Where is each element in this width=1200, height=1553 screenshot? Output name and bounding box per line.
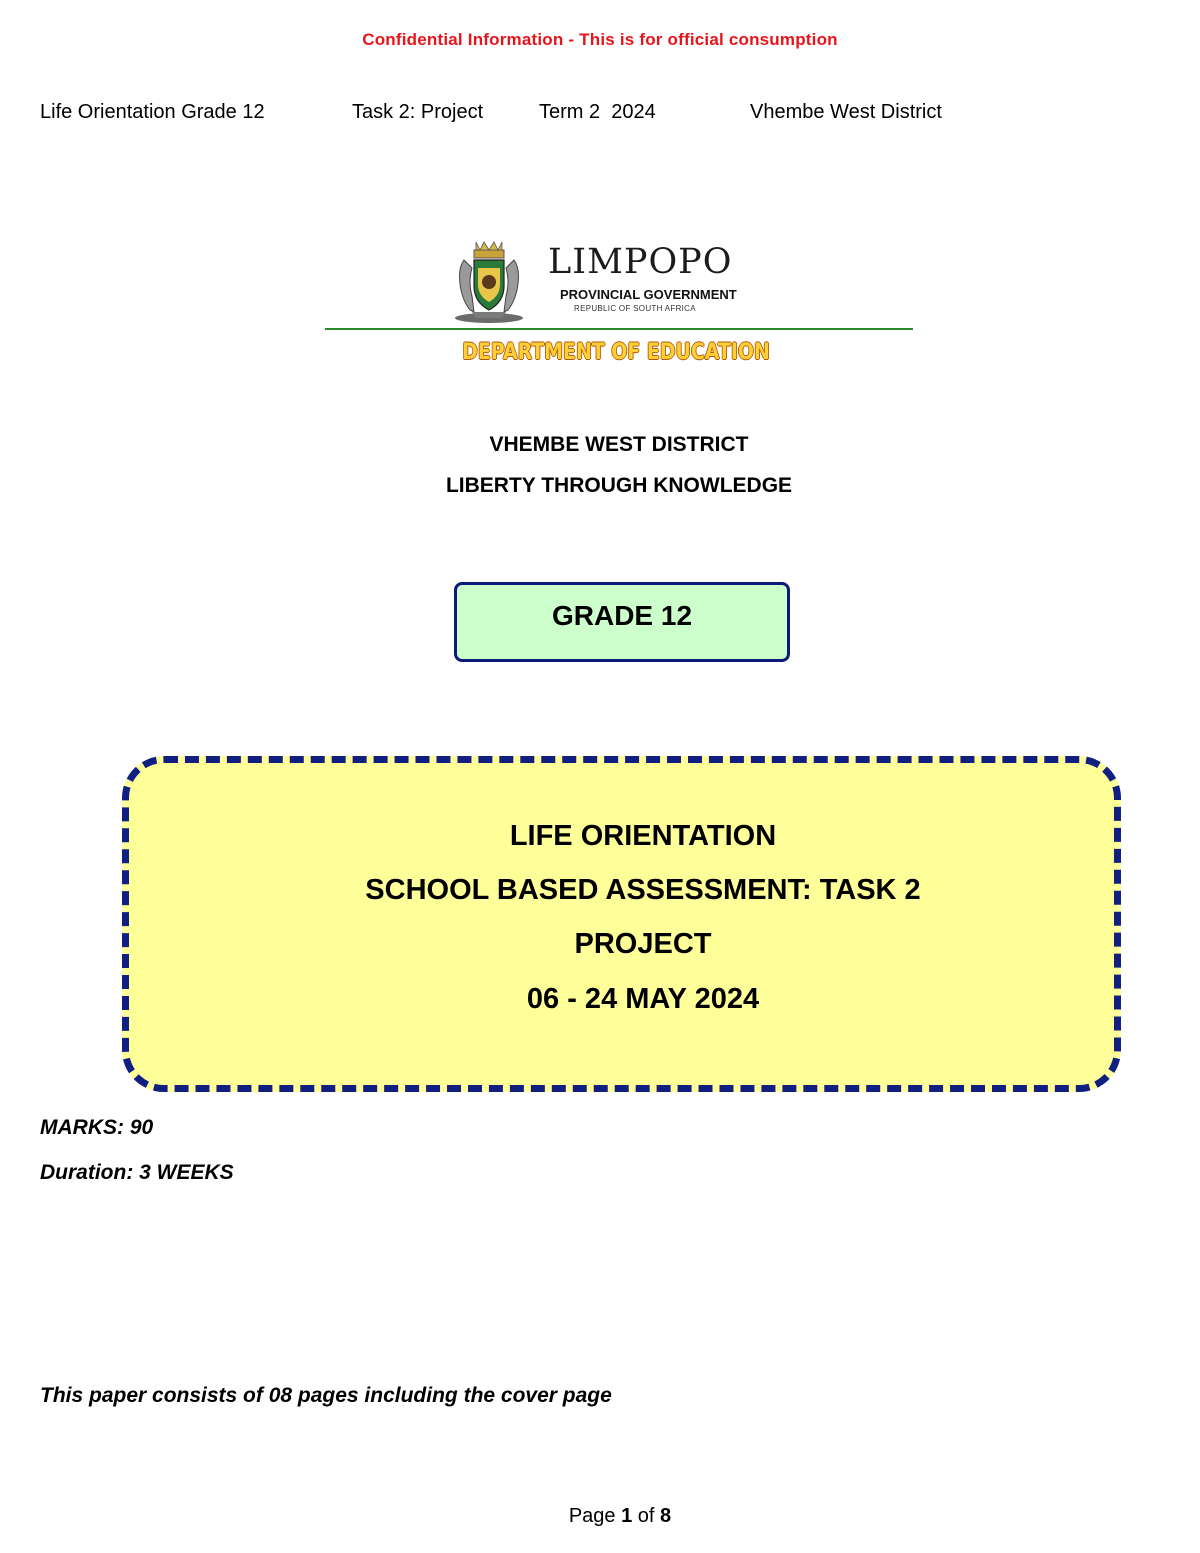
logo-wordmark: LIMPOPO — [548, 242, 733, 282]
header-task: Task 2: Project — [352, 101, 484, 123]
grade-label: GRADE 12 — [551, 600, 693, 631]
marks: MARKS: 90 — [40, 1116, 154, 1139]
duration: Duration: 3 WEEKS — [40, 1161, 234, 1184]
header-district: Vhembe West District — [750, 101, 942, 123]
logo-provincial-government: PROVINCIAL GOVERNMENT — [560, 287, 737, 302]
title-subject: LIFE ORIENTATION — [509, 820, 777, 852]
title-assessment: SCHOOL BASED ASSESSMENT: TASK 2 — [365, 874, 921, 906]
title-dates: 06 - 24 MAY 2024 — [526, 983, 760, 1015]
title-box — [122, 756, 1121, 1092]
logo-republic: REPUBLIC OF SOUTH AFRICA — [574, 304, 696, 313]
footer-prefix: Page — [568, 1505, 622, 1527]
logo-divider — [325, 328, 913, 330]
grade-box — [454, 582, 790, 662]
header-subject: Life Orientation Grade 12 — [40, 101, 265, 123]
title-project: PROJECT — [574, 928, 712, 960]
page-footer — [0, 1505, 1200, 1528]
department-of-education: DEPARTMENT OF EDUCATION — [462, 340, 770, 365]
footer-current-page: 1 — [621, 1505, 633, 1527]
header-term: Term 2 2024 — [539, 101, 656, 123]
footer-middle: of — [632, 1505, 661, 1527]
pages-note: This paper consists of 08 pages including the cover page — [40, 1384, 612, 1407]
limpopo-logo — [444, 238, 748, 324]
coat-of-arms-icon — [444, 238, 534, 324]
confidential-notice: Confidential Information - This is for official consumption — [362, 30, 838, 49]
motto: LIBERTY THROUGH KNOWLEDGE — [445, 474, 793, 497]
footer-total-pages: 8 — [660, 1505, 672, 1527]
district-name: VHEMBE WEST DISTRICT — [489, 433, 749, 456]
